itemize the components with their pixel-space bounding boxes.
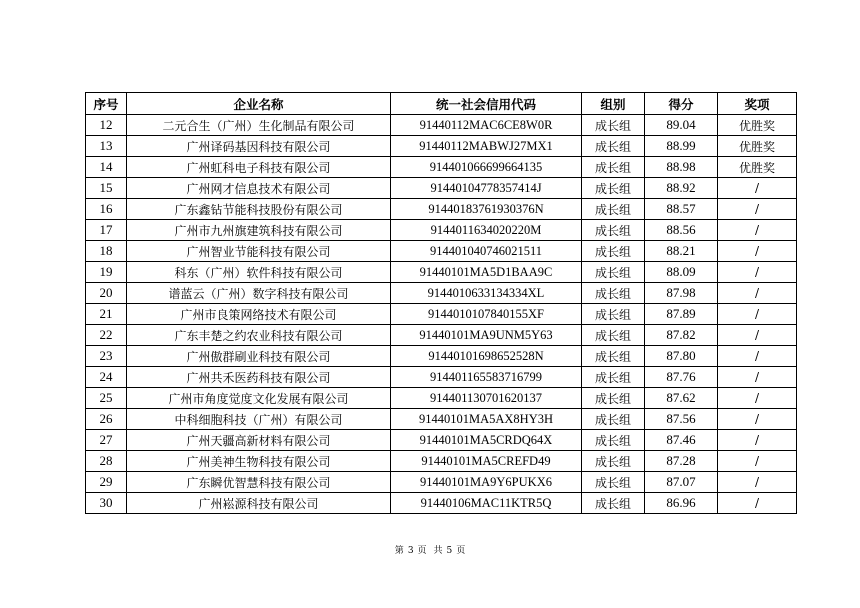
cell-credit-code: 91440101MA5D1BAA9C (391, 262, 582, 283)
cell-credit-code: 9144011634020220M (391, 220, 582, 241)
cell-award: / (718, 283, 797, 304)
cell-score: 87.62 (645, 388, 718, 409)
cell-score: 87.98 (645, 283, 718, 304)
cell-credit-code: 91440112MAC6CE8W0R (391, 115, 582, 136)
cell-credit-code: 91440101698652528N (391, 346, 582, 367)
cell-score: 88.56 (645, 220, 718, 241)
cell-award: / (718, 346, 797, 367)
cell-group: 成长组 (582, 325, 645, 346)
table-row (86, 493, 797, 514)
cell-index: 22 (86, 325, 127, 346)
footer-total-pages: 5 (446, 546, 453, 556)
cell-award: / (718, 493, 797, 514)
cell-award: / (718, 367, 797, 388)
cell-credit-code: 9144010633134334XL (391, 283, 582, 304)
cell-score: 87.07 (645, 472, 718, 493)
cell-index: 12 (86, 115, 127, 136)
table-row (86, 325, 797, 346)
cell-company-name: 科东（广州）软件科技有限公司 (127, 262, 391, 283)
table-row (86, 115, 797, 136)
cell-score: 88.98 (645, 157, 718, 178)
award-table (85, 92, 797, 514)
header-index: 序号 (86, 93, 127, 115)
cell-company-name: 广州天疆高新材料有限公司 (127, 430, 391, 451)
cell-group: 成长组 (582, 493, 645, 514)
cell-company-name: 广东瞬优智慧科技有限公司 (127, 472, 391, 493)
cell-group: 成长组 (582, 388, 645, 409)
cell-award: 优胜奖 (718, 115, 797, 136)
cell-index: 24 (86, 367, 127, 388)
cell-credit-code: 91440101MA5CREFD49 (391, 451, 582, 472)
cell-index: 27 (86, 430, 127, 451)
cell-index: 23 (86, 346, 127, 367)
cell-group: 成长组 (582, 472, 645, 493)
cell-award: / (718, 220, 797, 241)
cell-company-name: 广州傲群刷业科技有限公司 (127, 346, 391, 367)
cell-award: / (718, 325, 797, 346)
cell-credit-code: 914401040746021511 (391, 241, 582, 262)
cell-score: 87.76 (645, 367, 718, 388)
table-row (86, 430, 797, 451)
table-body (86, 115, 797, 514)
table-row (86, 346, 797, 367)
footer-prefix: 第 (394, 546, 404, 556)
cell-score: 87.56 (645, 409, 718, 430)
cell-credit-code: 91440183761930376N (391, 199, 582, 220)
cell-company-name: 广州市九州旗建筑科技有限公司 (127, 220, 391, 241)
table-row (86, 451, 797, 472)
cell-company-name: 广州译码基因科技有限公司 (127, 136, 391, 157)
cell-group: 成长组 (582, 451, 645, 472)
header-score: 得分 (645, 93, 718, 115)
cell-score: 88.09 (645, 262, 718, 283)
cell-group: 成长组 (582, 136, 645, 157)
cell-company-name: 广州共禾医药科技有限公司 (127, 367, 391, 388)
cell-score: 87.82 (645, 325, 718, 346)
cell-company-name: 广州市良策网络技术有限公司 (127, 304, 391, 325)
cell-award: / (718, 199, 797, 220)
cell-group: 成长组 (582, 157, 645, 178)
cell-index: 19 (86, 262, 127, 283)
cell-score: 87.46 (645, 430, 718, 451)
cell-award: / (718, 451, 797, 472)
cell-company-name: 二元合生（广州）生化制品有限公司 (127, 115, 391, 136)
table-row (86, 241, 797, 262)
cell-award: / (718, 262, 797, 283)
cell-credit-code: 914401130701620137 (391, 388, 582, 409)
cell-credit-code: 914401165583716799 (391, 367, 582, 388)
table-row (86, 136, 797, 157)
cell-company-name: 广州美神生物科技有限公司 (127, 451, 391, 472)
cell-award: / (718, 388, 797, 409)
cell-award: / (718, 409, 797, 430)
cell-award: / (718, 304, 797, 325)
cell-credit-code: 91440104778357414J (391, 178, 582, 199)
cell-credit-code: 91440101MA5CRDQ64X (391, 430, 582, 451)
table-row (86, 367, 797, 388)
cell-award: / (718, 178, 797, 199)
cell-company-name: 广州智业节能科技有限公司 (127, 241, 391, 262)
cell-group: 成长组 (582, 346, 645, 367)
footer-total-prefix: 共 (433, 546, 443, 556)
page-footer (0, 543, 860, 556)
cell-group: 成长组 (582, 241, 645, 262)
cell-company-name: 广东丰楚之约农业科技有限公司 (127, 325, 391, 346)
table-row (86, 199, 797, 220)
cell-company-name: 广州网才信息技术有限公司 (127, 178, 391, 199)
cell-award: / (718, 472, 797, 493)
footer-suffix: 页 (456, 546, 466, 556)
cell-score: 89.04 (645, 115, 718, 136)
cell-score: 87.28 (645, 451, 718, 472)
cell-award: 优胜奖 (718, 157, 797, 178)
cell-company-name: 中科细胞科技（广州）有限公司 (127, 409, 391, 430)
cell-index: 13 (86, 136, 127, 157)
table-row (86, 178, 797, 199)
cell-index: 25 (86, 388, 127, 409)
cell-group: 成长组 (582, 199, 645, 220)
cell-award: / (718, 430, 797, 451)
header-group: 组别 (582, 93, 645, 115)
cell-group: 成长组 (582, 367, 645, 388)
cell-score: 87.80 (645, 346, 718, 367)
cell-score: 88.99 (645, 136, 718, 157)
cell-group: 成长组 (582, 178, 645, 199)
table-row (86, 283, 797, 304)
cell-group: 成长组 (582, 430, 645, 451)
table-row (86, 262, 797, 283)
cell-company-name: 广东鑫钻节能科技股份有限公司 (127, 199, 391, 220)
footer-page-word: 页 (417, 546, 427, 556)
cell-index: 15 (86, 178, 127, 199)
cell-award: / (718, 241, 797, 262)
table-row (86, 220, 797, 241)
table-row (86, 472, 797, 493)
cell-credit-code: 9144010107840155XF (391, 304, 582, 325)
cell-index: 30 (86, 493, 127, 514)
table-header-row (86, 93, 797, 115)
cell-score: 88.57 (645, 199, 718, 220)
cell-credit-code: 914401066699664135 (391, 157, 582, 178)
table-row (86, 409, 797, 430)
cell-credit-code: 91440101MA9Y6PUKX6 (391, 472, 582, 493)
cell-group: 成长组 (582, 409, 645, 430)
cell-award: 优胜奖 (718, 136, 797, 157)
cell-credit-code: 91440112MABWJ27MX1 (391, 136, 582, 157)
table-row (86, 157, 797, 178)
cell-score: 88.92 (645, 178, 718, 199)
cell-group: 成长组 (582, 304, 645, 325)
cell-index: 14 (86, 157, 127, 178)
cell-company-name: 广州市角度觉度文化发展有限公司 (127, 388, 391, 409)
cell-score: 88.21 (645, 241, 718, 262)
header-company-name: 企业名称 (127, 93, 391, 115)
cell-score: 87.89 (645, 304, 718, 325)
cell-group: 成长组 (582, 262, 645, 283)
cell-index: 18 (86, 241, 127, 262)
cell-group: 成长组 (582, 220, 645, 241)
cell-index: 17 (86, 220, 127, 241)
footer-current-page: 3 (407, 546, 414, 556)
header-award: 奖项 (718, 93, 797, 115)
header-credit-code: 统一社会信用代码 (391, 93, 582, 115)
cell-index: 16 (86, 199, 127, 220)
cell-company-name: 广州崧源科技有限公司 (127, 493, 391, 514)
cell-credit-code: 91440101MA9UNM5Y63 (391, 325, 582, 346)
cell-company-name: 谱蓝云（广州）数字科技有限公司 (127, 283, 391, 304)
cell-index: 28 (86, 451, 127, 472)
cell-group: 成长组 (582, 115, 645, 136)
cell-index: 29 (86, 472, 127, 493)
cell-score: 86.96 (645, 493, 718, 514)
cell-index: 21 (86, 304, 127, 325)
cell-index: 20 (86, 283, 127, 304)
table-row (86, 304, 797, 325)
cell-group: 成长组 (582, 283, 645, 304)
cell-credit-code: 91440101MA5AX8HY3H (391, 409, 582, 430)
cell-index: 26 (86, 409, 127, 430)
table-row (86, 388, 797, 409)
cell-company-name: 广州虹科电子科技有限公司 (127, 157, 391, 178)
cell-credit-code: 91440106MAC11KTR5Q (391, 493, 582, 514)
